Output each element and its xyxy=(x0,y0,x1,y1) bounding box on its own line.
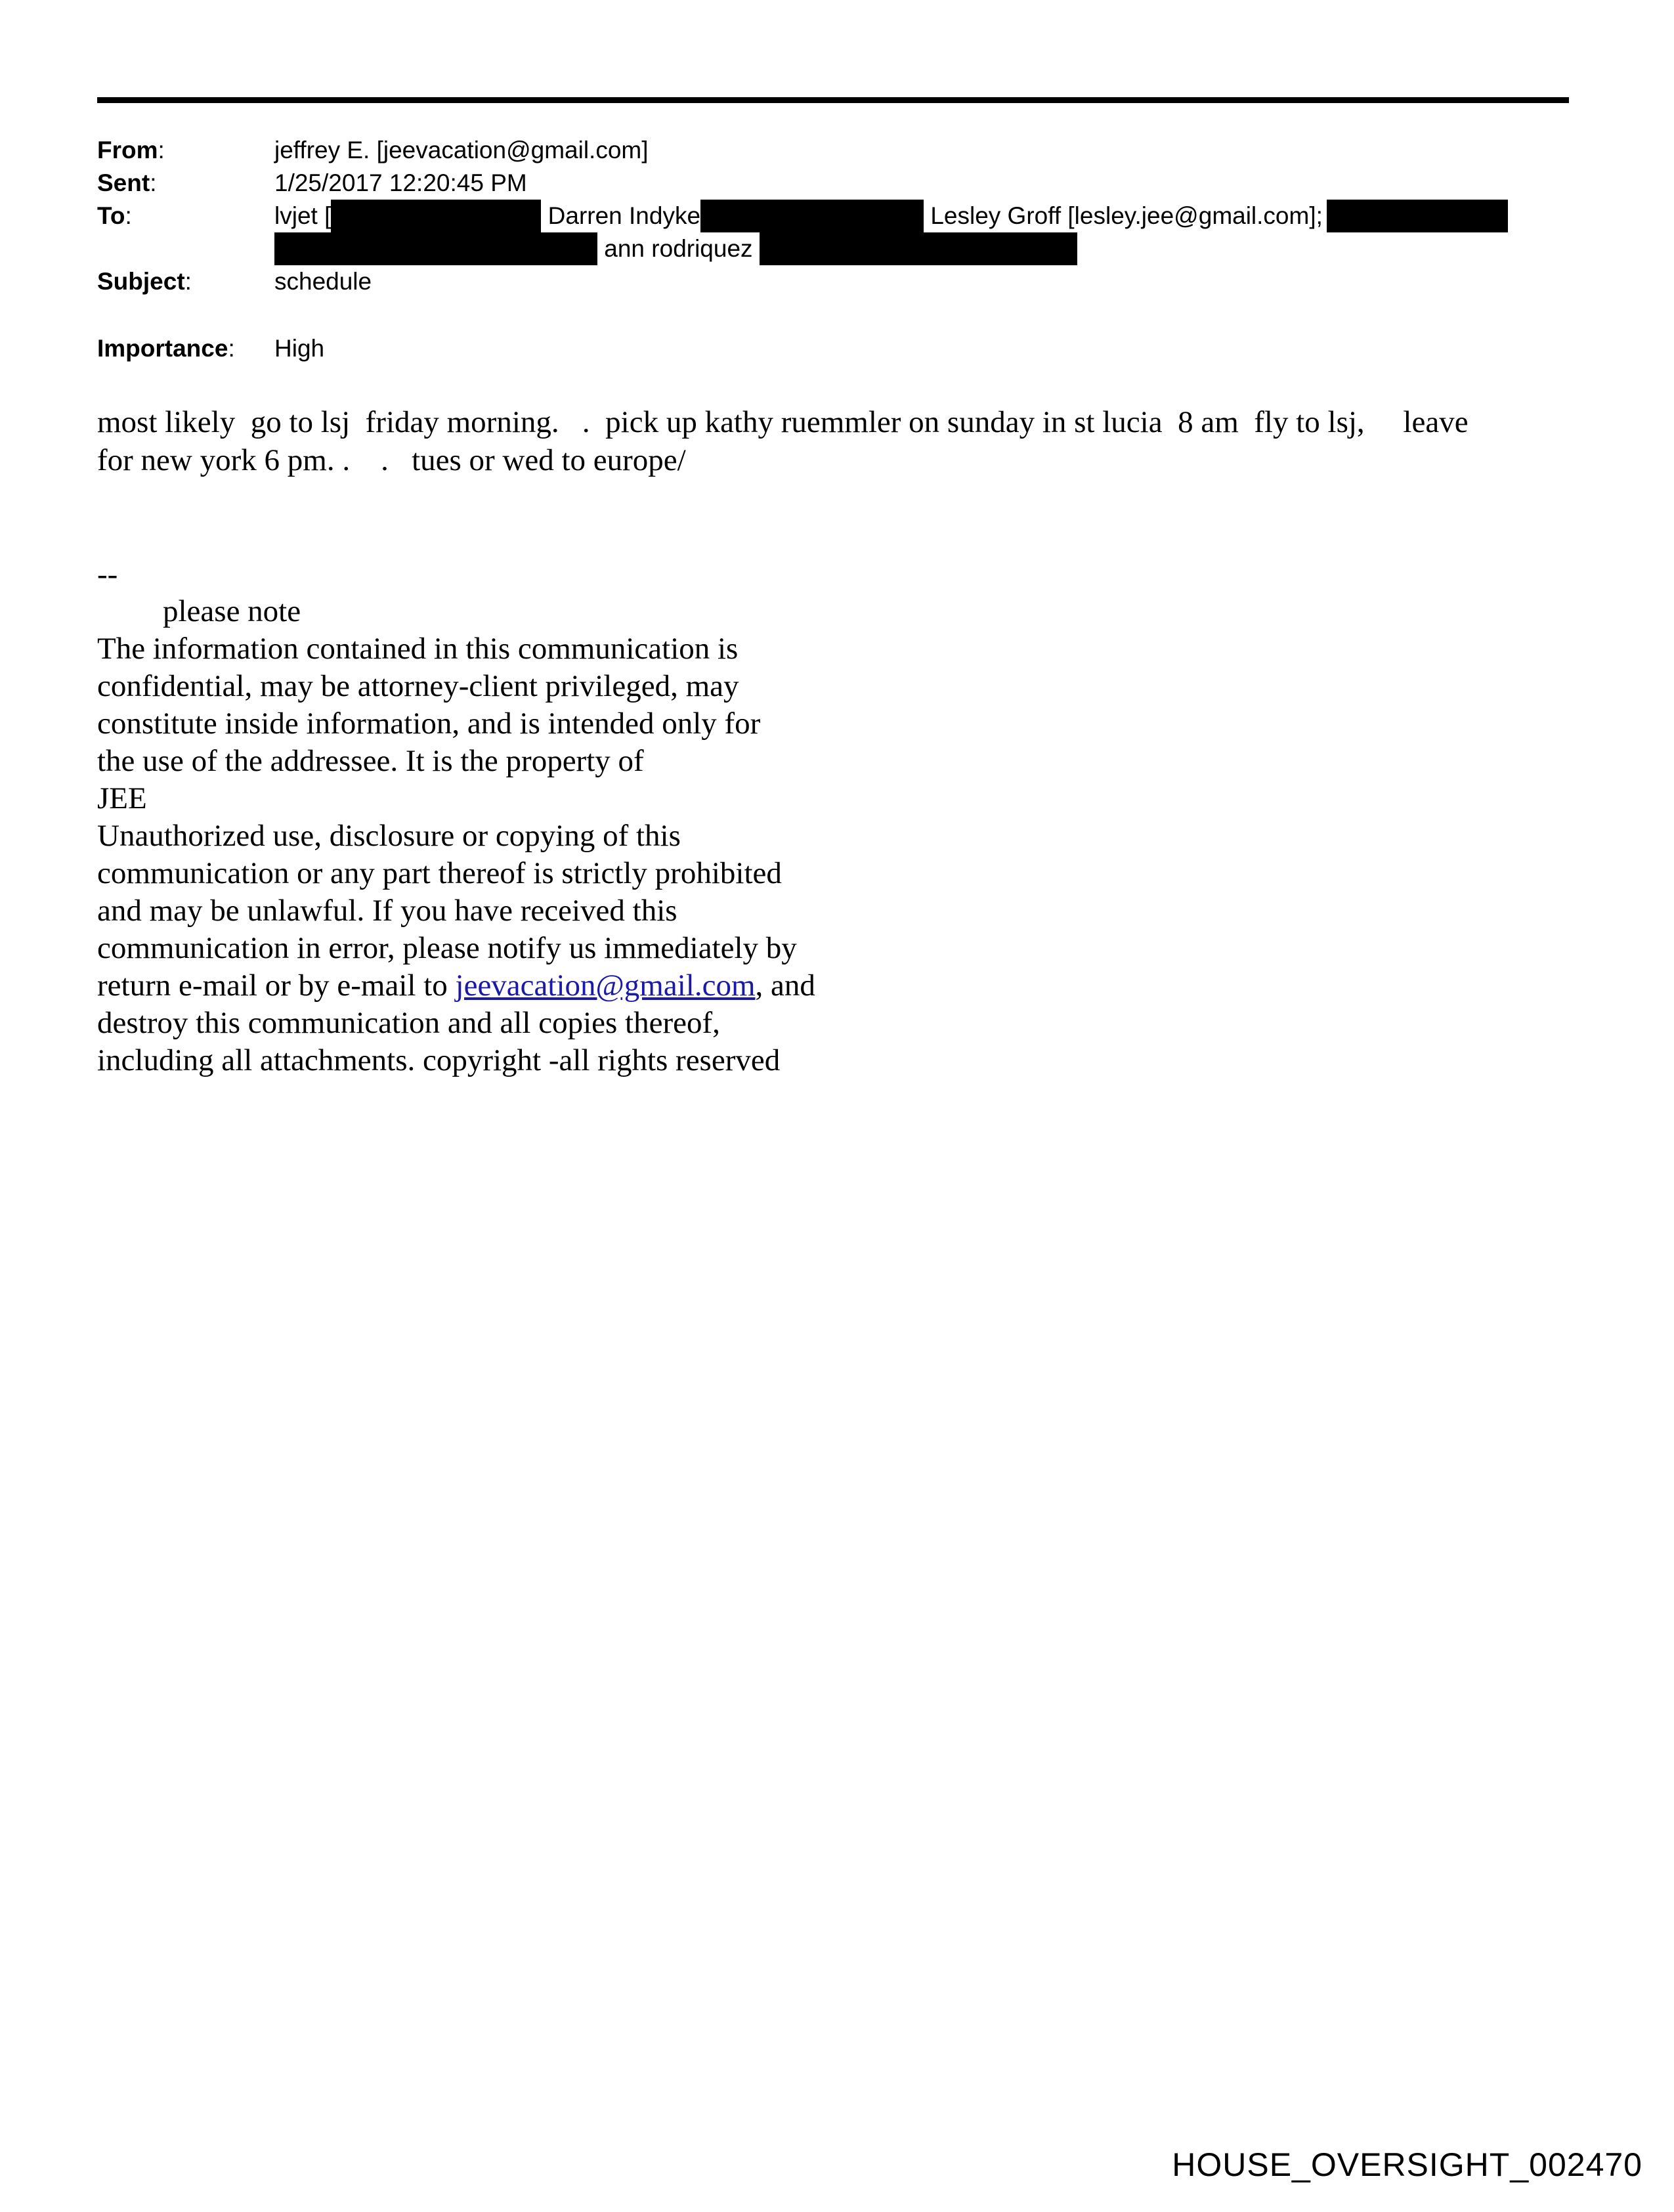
disclaimer-line: communication in error, please notify us immediately by xyxy=(97,931,797,965)
to-recipients-line-1 xyxy=(274,200,1508,232)
disclaimer-line: JEE xyxy=(97,781,147,815)
to-recipient: Lesley Groff [lesley.jee@gmail.com]; xyxy=(930,202,1323,229)
sent-label: Sent xyxy=(97,169,150,196)
disclaimer-line: including all attachments. copyright -all rights reserved xyxy=(97,1043,781,1077)
redaction-block xyxy=(700,200,924,232)
to-label: To xyxy=(97,202,125,229)
redaction-block xyxy=(274,232,597,265)
disclaimer-line: constitute inside information, and is intended only for xyxy=(97,706,761,741)
disclaimer-line: The information contained in this communication is xyxy=(97,632,739,666)
redaction-block xyxy=(331,200,541,232)
signature-separator: -- xyxy=(97,557,118,592)
disclaimer-line: destroy this communication and all copies thereof, xyxy=(97,1006,720,1040)
document-id: HOUSE_OVERSIGHT_002470 xyxy=(1172,2146,1642,2183)
redaction-block xyxy=(760,232,1077,265)
importance-value: High xyxy=(274,335,325,362)
subject-label: Subject xyxy=(97,268,185,295)
disclaimer-line: confidential, may be attorney-client privileged, may xyxy=(97,669,739,703)
importance-label: Importance xyxy=(97,335,228,362)
disclaimer-line: the use of the addressee. It is the property of xyxy=(97,744,644,778)
to-recipients-line-2 xyxy=(274,232,1077,265)
disclaimer-line: Unauthorized use, disclosure or copying of this xyxy=(97,819,681,853)
email-link[interactable]: jeevacation@gmail.com xyxy=(455,968,756,1003)
email-body-line: for new york 6 pm. . . tues or wed to europe/ xyxy=(97,443,686,477)
sent-value: 1/25/2017 12:20:45 PM xyxy=(274,169,527,196)
subject-value: schedule xyxy=(274,268,372,295)
to-recipient: Darren Indyke xyxy=(547,202,701,229)
email-body-line: most likely go to lsj friday morning. . pick up kathy ruemmler on sunday in st lucia 8 am fly to lsj, leave xyxy=(97,405,1469,439)
to-recipient: lvjet [ xyxy=(274,202,332,229)
disclaimer-line-with-link: return e-mail or by e-mail to jeevacation@gmail.com, and xyxy=(97,968,815,1003)
redaction-block xyxy=(1327,200,1508,232)
to-recipient: ann rodriquez xyxy=(604,235,753,262)
top-rule xyxy=(97,97,1569,103)
from-value: jeffrey E. [jeevacation@gmail.com] xyxy=(274,137,649,163)
from-label: From xyxy=(97,137,158,163)
signature-please-note: please note xyxy=(163,594,301,628)
disclaimer-line: and may be unlawful. If you have received this xyxy=(97,894,677,928)
disclaimer-line: communication or any part thereof is strictly prohibited xyxy=(97,856,782,890)
